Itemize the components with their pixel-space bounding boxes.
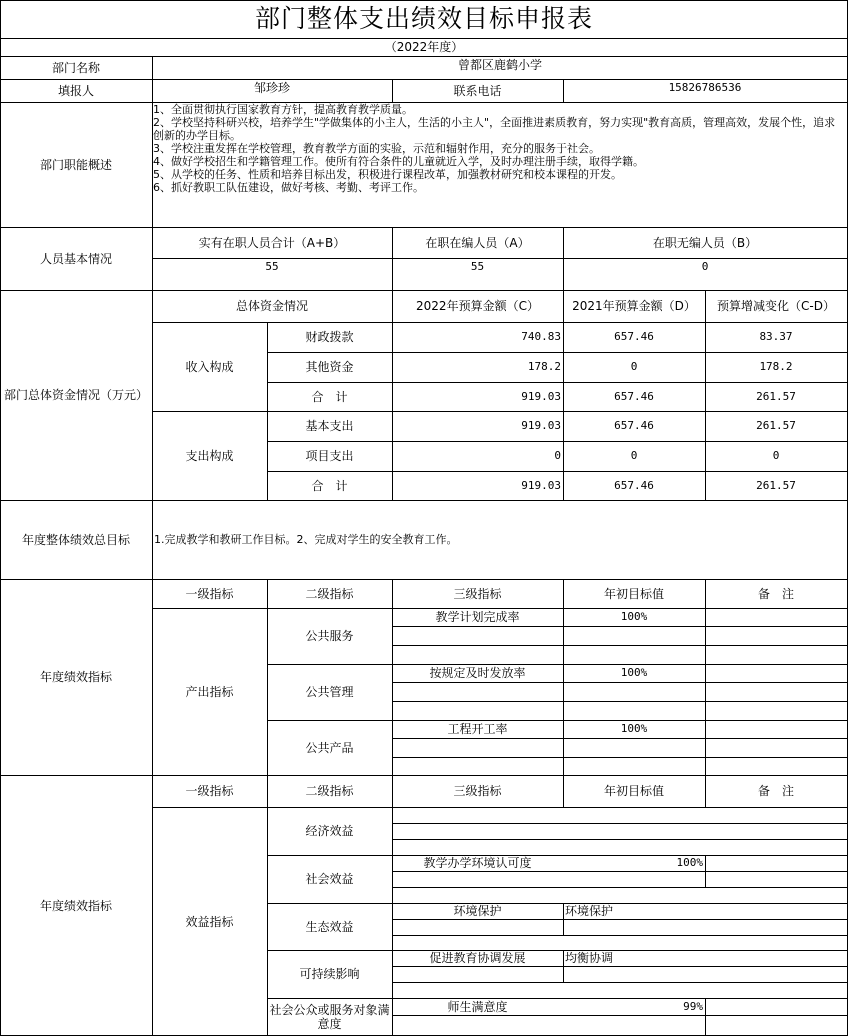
fund-row-name: 合 计 — [311, 478, 348, 493]
perf1-level1: 产出指标 — [185, 684, 234, 699]
perf2-group-item: 促进教育协调发展 — [429, 951, 526, 965]
perf2-group-value: 均衡协调 — [565, 951, 614, 965]
staff-a-header: 在职在编人员（A） — [425, 235, 530, 250]
phone-label: 联系电话 — [453, 83, 502, 98]
perf2-label: 年度绩效指标 — [39, 898, 112, 913]
perf2-group-value: 100% — [676, 856, 703, 869]
dept-name-value: 曾都区鹿鹤小学 — [457, 58, 542, 72]
fund-row-d: 0 — [630, 360, 638, 373]
funds-label: 部门总体资金情况（万元） — [3, 388, 148, 402]
perf1-group-value: 100% — [620, 610, 648, 623]
perf1-h4: 年初目标值 — [603, 586, 664, 601]
fund-row-cd: 261.57 — [756, 419, 796, 432]
fund-row-d: 657.46 — [614, 419, 654, 432]
duty-item: 4、做好学校招生和学籍管理工作。使所有符合条件的儿童就近入学，及时办理注册手续，取得学籍。 — [153, 155, 644, 168]
perf1-h1: 一级指标 — [185, 586, 234, 601]
duty-description — [153, 103, 843, 194]
funds-change-header: 预算增减变化（C-D） — [717, 299, 835, 313]
fund-row-d: 0 — [630, 449, 638, 462]
perf2-group-value: 99% — [683, 999, 703, 1013]
perf2-group-value: 环境保护 — [565, 904, 614, 918]
divider — [392, 682, 848, 683]
fund-row-c: 919.03 — [521, 419, 561, 432]
report-year: （2022年度） — [384, 40, 464, 54]
divider — [392, 839, 848, 840]
duty-item: 1、全面贯彻执行国家教育方针，提高教育教学质量。 — [153, 103, 413, 116]
perf1-label: 年度绩效指标 — [39, 670, 112, 684]
divider — [392, 982, 848, 983]
perf1-h2: 二级指标 — [305, 586, 354, 601]
fund-row-name: 其他资金 — [305, 360, 354, 374]
staff-b-header: 在职无编人员（B） — [652, 235, 758, 250]
fund-row-d: 657.46 — [614, 330, 654, 343]
perf2-group-item: 师生满意度 — [447, 999, 508, 1014]
phone-value: 15826786536 — [668, 81, 742, 94]
col-line — [705, 579, 706, 775]
divider — [392, 757, 848, 758]
perf2-group-name: 社会公众或服务对象满意度 — [269, 1003, 390, 1031]
fund-row-name: 基本支出 — [305, 419, 354, 433]
divider — [392, 626, 848, 627]
fund-row-cd: 261.57 — [756, 478, 796, 492]
perf1-h5: 备 注 — [757, 586, 794, 601]
perf1-group-name: 公共服务 — [305, 629, 354, 643]
divider — [392, 645, 848, 646]
fund-row-name: 项目支出 — [305, 449, 354, 463]
divider — [392, 966, 848, 967]
perf2-h3: 三级指标 — [453, 784, 502, 798]
perf1-group-value: 100% — [620, 666, 648, 679]
perf2-group-item: 教学办学环境认可度 — [423, 856, 532, 870]
fund-row-cd: 261.57 — [756, 389, 796, 403]
funds-2022-header: 2022年预算金额（C） — [416, 299, 539, 313]
perf2-group-item: 环境保护 — [453, 904, 502, 918]
staff-label: 人员基本情况 — [39, 251, 112, 266]
page-title: 部门整体支出绩效目标申报表 — [254, 4, 593, 33]
staff-b-value: 0 — [701, 260, 709, 273]
perf2-level1: 效益指标 — [185, 914, 234, 929]
fund-row-d: 657.46 — [614, 478, 654, 492]
perf1-h3: 三级指标 — [453, 586, 502, 601]
staff-a-value: 55 — [470, 260, 485, 273]
filler-label: 填报人 — [57, 83, 94, 98]
staff-total-value: 55 — [265, 260, 279, 273]
perf2-group-name: 经济效益 — [305, 824, 354, 838]
perf1-group-item: 工程开工率 — [447, 722, 508, 736]
fund-row-c: 0 — [554, 449, 561, 462]
fund-row-d: 657.46 — [614, 389, 654, 403]
divider — [392, 1015, 848, 1016]
duty-label: 部门职能概述 — [39, 157, 112, 172]
fund-row-name: 合 计 — [311, 389, 348, 404]
divider — [392, 871, 848, 872]
divider — [392, 935, 848, 936]
dept-name-label: 部门名称 — [51, 60, 100, 75]
divider — [392, 887, 848, 888]
fund-row-cd: 178.2 — [759, 360, 793, 373]
col-line — [705, 855, 706, 887]
divider — [392, 738, 848, 739]
perf2-h1: 一级指标 — [185, 784, 234, 798]
annual-goal-label: 年度整体绩效总目标 — [21, 532, 130, 547]
perf1-group-value: 100% — [620, 722, 648, 735]
duty-item: 5、从学校的任务、性质和培养目标出发，积极进行课程改革，加强教材研究和校本课程的开发。 — [153, 168, 622, 181]
perf2-h5: 备 注 — [757, 784, 794, 798]
col-line — [705, 998, 706, 1036]
perf1-group-item: 教学计划完成率 — [435, 610, 520, 624]
divider — [392, 919, 848, 920]
fund-row-c: 919.03 — [521, 389, 561, 403]
perf2-group-name: 生态效益 — [305, 919, 354, 934]
divider — [392, 701, 848, 702]
divider — [392, 823, 848, 824]
income-label: 收入构成 — [185, 359, 234, 374]
fund-row-c: 178.2 — [527, 360, 561, 373]
perf1-group-item: 按规定及时发放率 — [429, 666, 526, 680]
duty-item: 6、抓好教职工队伍建设，做好考核、考勤、考评工作。 — [153, 181, 424, 194]
fund-row-name: 财政拨款 — [305, 330, 354, 344]
fund-row-cd: 0 — [772, 449, 780, 462]
perf2-h4: 年初目标值 — [603, 784, 664, 798]
funds-2021-header: 2021年预算金额（D） — [572, 299, 696, 313]
duty-item: 2、学校坚持科研兴校，培养学生"学做集体的小主人，生活的小主人"，全面推进素质教育，努力实现"教育高质，管理高效，发展个性，追求创新的办学目标。 — [153, 116, 836, 142]
expense-label: 支出构成 — [185, 448, 234, 463]
annual-goal-text: 1.完成教学和教研工作目标。2、完成对学生的安全教育工作。 — [154, 532, 458, 546]
duty-item: 3、学校注重发挥在学校管理，教育教学方面的实验，示范和辐射作用，充分的服务于社会。 — [153, 142, 600, 155]
perf1-group-name: 公共管理 — [305, 685, 354, 699]
perf2-group-name: 社会效益 — [305, 872, 354, 886]
perf2-h2: 二级指标 — [305, 784, 354, 798]
fund-row-c: 919.03 — [521, 478, 561, 492]
staff-total-header: 实有在职人员合计（A+B） — [198, 235, 346, 250]
funds-overall-header: 总体资金情况 — [235, 299, 308, 313]
fund-row-c: 740.83 — [521, 330, 561, 343]
perf2-group-name: 可持续影响 — [299, 967, 360, 981]
filler-value: 邹珍珍 — [253, 81, 290, 95]
perf1-group-name: 公共产品 — [305, 740, 354, 755]
fund-row-cd: 83.37 — [759, 330, 793, 343]
